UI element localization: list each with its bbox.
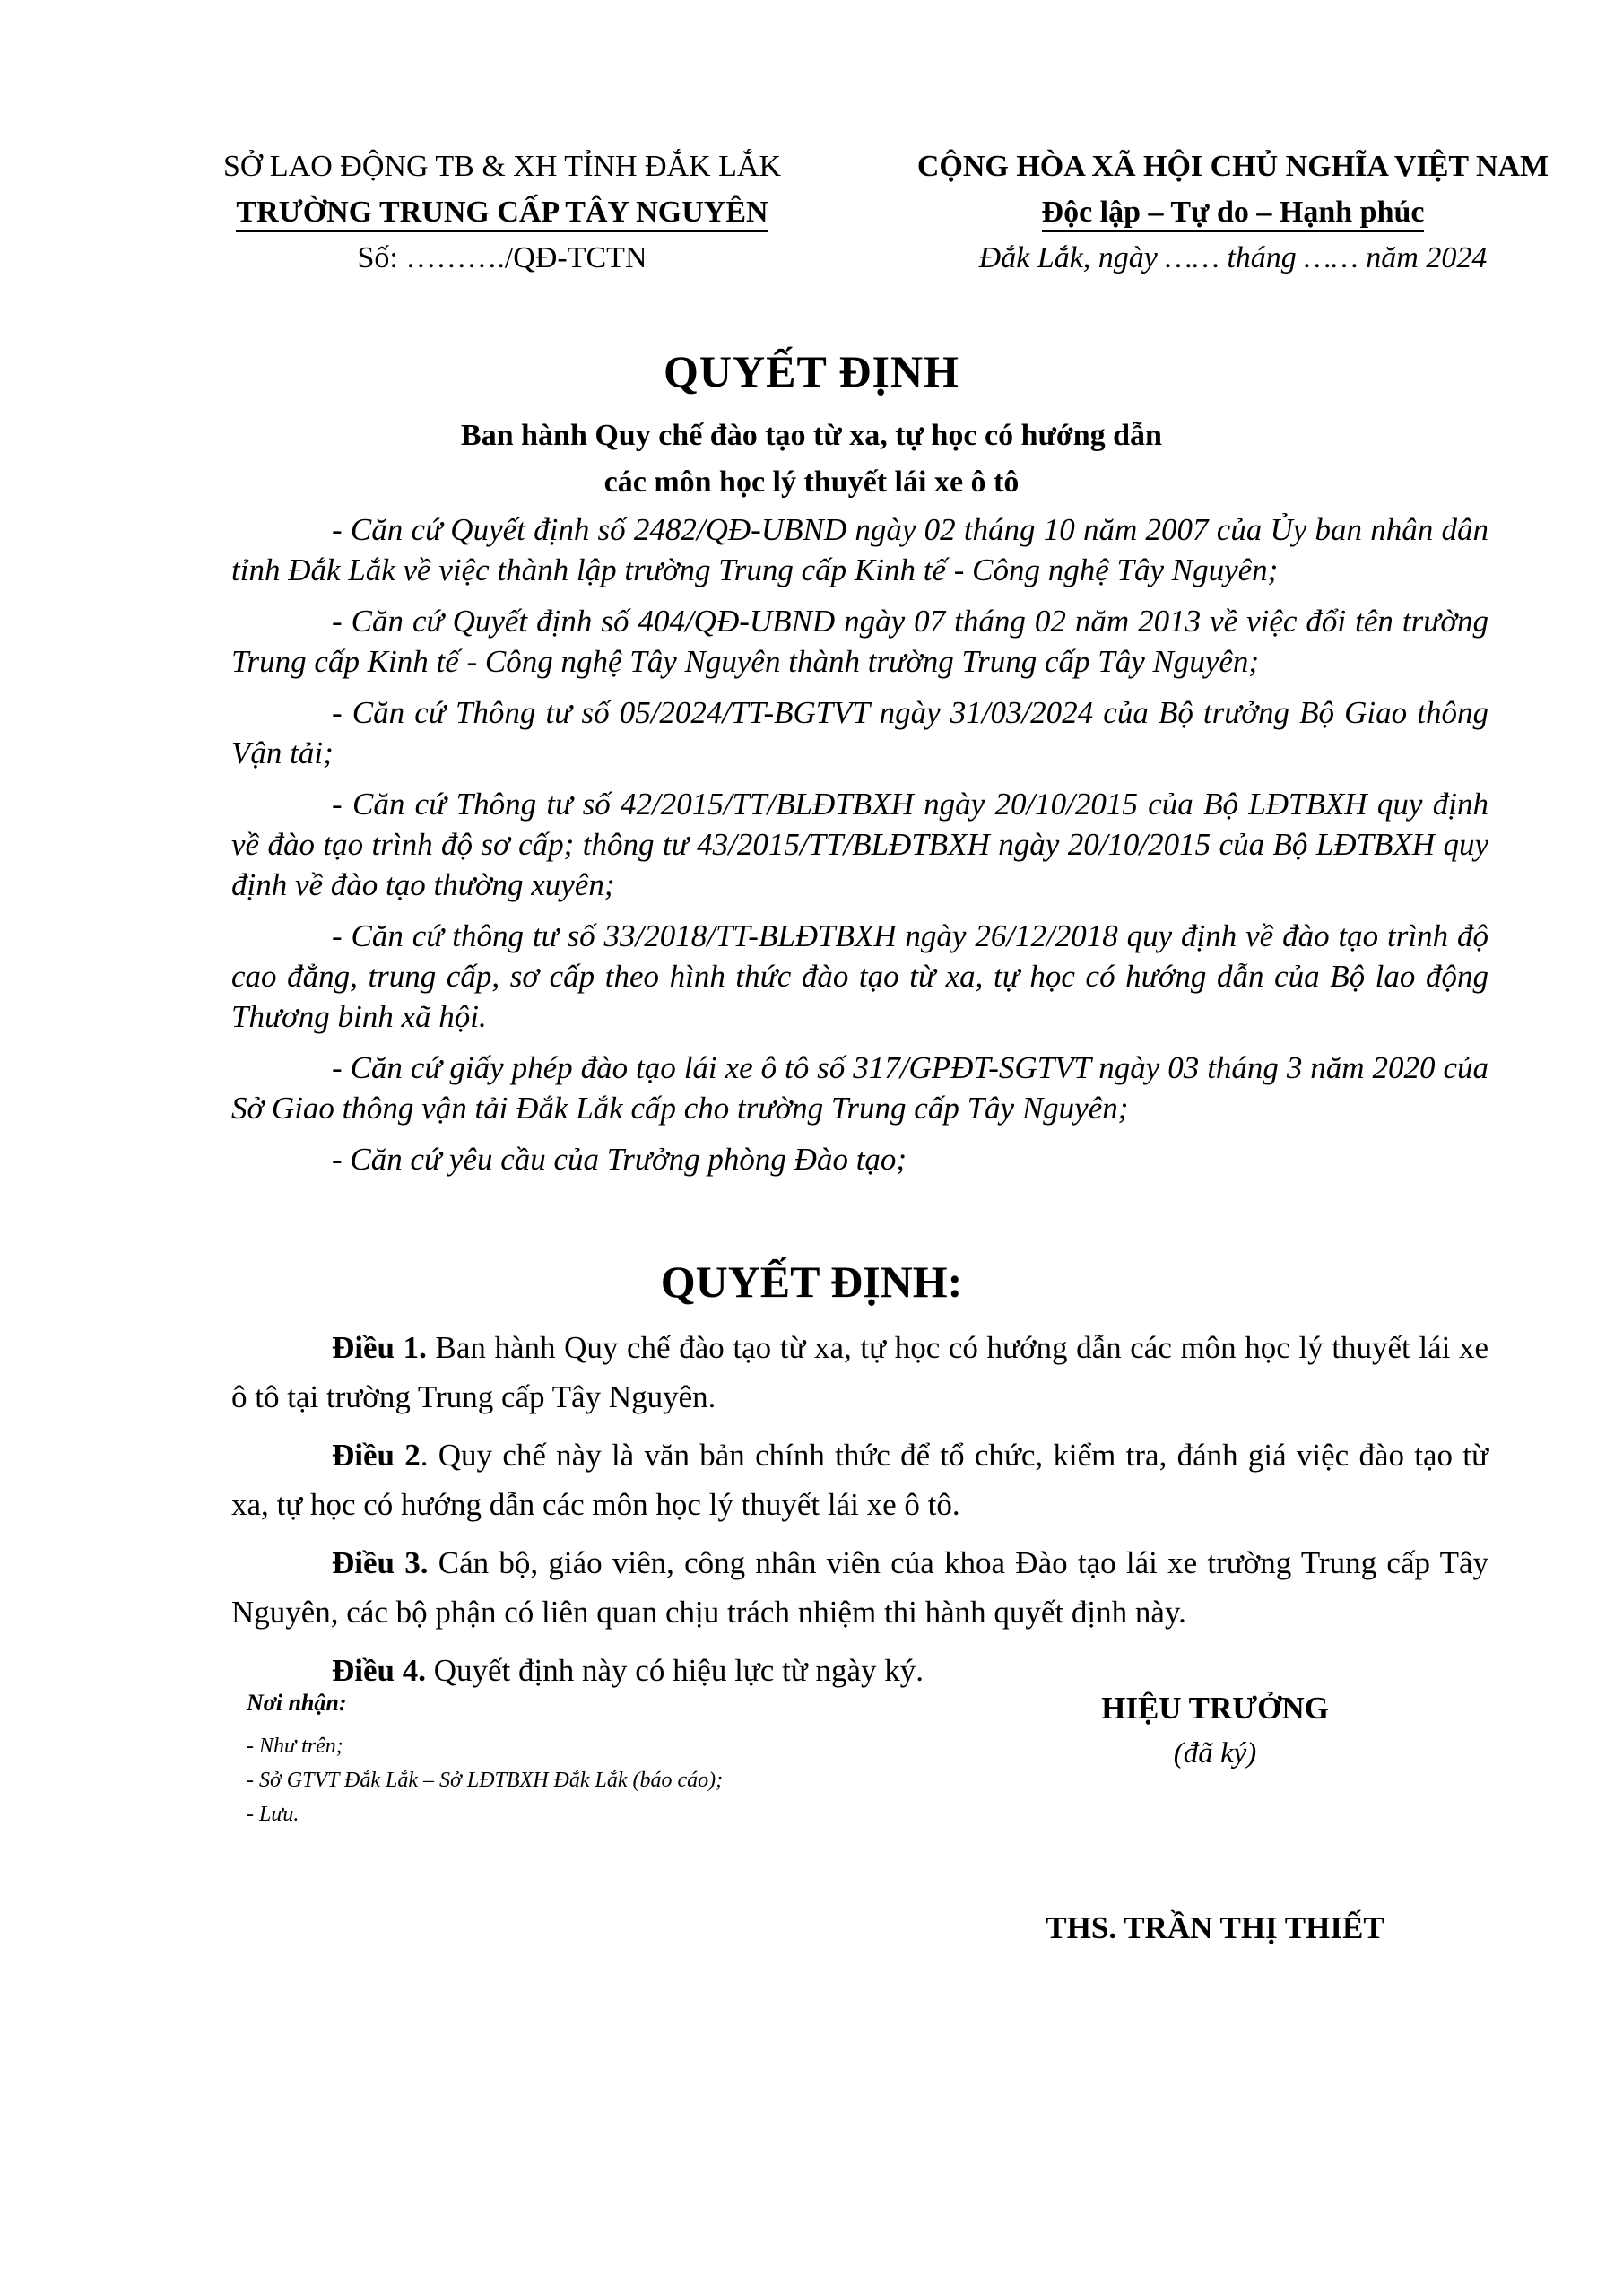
issuer-school [143,189,861,235]
article-text: . Quy chế này là văn bản chính thức để tổ chức, kiểm tra, đánh giá việc đào tạo từ xa, tự học có hướng dẫn các môn học lý thuyết lái xe ô tô. [231,1438,1488,1522]
article-text: Cán bộ, giáo viên, công nhân viên của khoa Đào tạo lái xe trường Trung cấp Tây Nguyên, các bộ phận có liên quan chịu trách nhiệm thi hành quyết định này. [231,1545,1489,1630]
document-subtitle [0,413,1623,506]
basis-item: - Căn cứ thông tư số 33/2018/TT-BLĐTBXH ngày 26/12/2018 quy định về đào tạo trình độ cao đẳng, trung cấp, sơ cấp theo hình thức đào tạo từ xa, tự học có hướng dẫn của Bộ lao động Thương binh xã hội. [231,918,1488,1034]
article-label: Điều 4. [332,1653,426,1688]
issuer-block [143,144,861,281]
basis-item: - Căn cứ yêu cầu của Trưởng phòng Đào tạo; [332,1142,907,1177]
signer-position: HIỆU TRƯỞNG [1101,1691,1329,1726]
basis-item: - Căn cứ Thông tư số 42/2015/TT/BLĐTBXH ngày 20/10/2015 của Bộ LĐTBXH quy định về đào tạo trình độ sơ cấp; thông tư 43/2015/TT/BLĐTBXH ngày 20/10/2015 của Bộ LĐTBXH quy định về đào tạo thường xuyên; [231,787,1488,902]
basis-item: - Căn cứ Quyết định số 2482/QĐ-UBND ngày 02 tháng 10 năm 2007 của Ủy ban nhân dân tỉnh Đắk Lắk về việc thành lập trường Trung cấp Kinh tế - Công nghệ Tây Nguyên; [231,512,1488,587]
article-3 [231,1538,1488,1637]
subtitle-line-1: Ban hành Quy chế đào tạo từ xa, tự học có hướng dẫn [461,419,1162,452]
article-1 [231,1323,1488,1422]
basis-item: - Căn cứ giấy phép đào tạo lái xe ô tô số 317/GPĐT-SGTVT ngày 03 tháng 3 năm 2020 của Sở Giao thông vận tải Đắk Lắk cấp cho trường Trung cấp Tây Nguyên; [231,1050,1488,1126]
recipient-item: - Sở GTVT Đắk Lắk – Sở LĐTBXH Đắk Lắk (báo cáo); [247,1769,724,1792]
article-text: Quyết định này có hiệu lực từ ngày ký. [426,1653,924,1688]
article-label: Điều 2 [332,1438,421,1473]
basis-item: - Căn cứ Quyết định số 404/QĐ-UBND ngày 07 tháng 02 năm 2013 về việc đổi tên trường Trung cấp Kinh tế - Công nghệ Tây Nguyên thành trường Trung cấp Tây Nguyên; [231,604,1488,679]
article-label: Điều 1. [332,1330,427,1365]
place-date: Đắk Lắk, ngày …… tháng …… năm 2024 [978,241,1488,274]
article-label: Điều 3. [332,1545,429,1580]
issuer-school-text: TRƯỜNG TRUNG CẤP TÂY NGUYÊN [236,195,768,232]
issuer-department: SỞ LAO ĐỘNG TB & XH TỈNH ĐẮK LẮK [222,150,782,183]
legal-basis [231,509,1488,1190]
signed-note: (đã ký) [1173,1737,1257,1770]
articles [231,1323,1488,1704]
recipient-item: - Lưu. [247,1803,299,1826]
national-motto [879,189,1587,235]
signature-block [1004,1686,1426,1945]
recipient-item: - Như trên; [247,1735,343,1758]
document-number: Số: ………./QĐ-TCTN [357,241,647,274]
basis-item: - Căn cứ Thông tư số 05/2024/TT-BGTVT ngày 31/03/2024 của Bộ trưởng Bộ Giao thông Vận tải; [231,695,1488,770]
country-name: CỘNG HÒA XÃ HỘI CHỦ NGHĨA VIỆT NAM [916,150,1549,183]
decision-heading: QUYẾT ĐỊNH: [660,1257,963,1307]
national-motto-block [879,144,1587,281]
article-2 [231,1431,1488,1529]
recipients-block [247,1686,964,1831]
document-title: QUYẾT ĐỊNH [664,346,959,396]
article-text: Ban hành Quy chế đào tạo từ xa, tự học có hướng dẫn các môn học lý thuyết lái xe ô tô tại trường Trung cấp Tây Nguyên. [231,1330,1489,1414]
signer-name: THS. TRẦN THỊ THIẾT [1046,1910,1384,1945]
subtitle-line-2: các môn học lý thuyết lái xe ô tô [603,465,1020,499]
national-motto-text: Độc lập – Tự do – Hạnh phúc [1042,195,1425,232]
recipients-heading: Nơi nhận: [247,1690,347,1716]
